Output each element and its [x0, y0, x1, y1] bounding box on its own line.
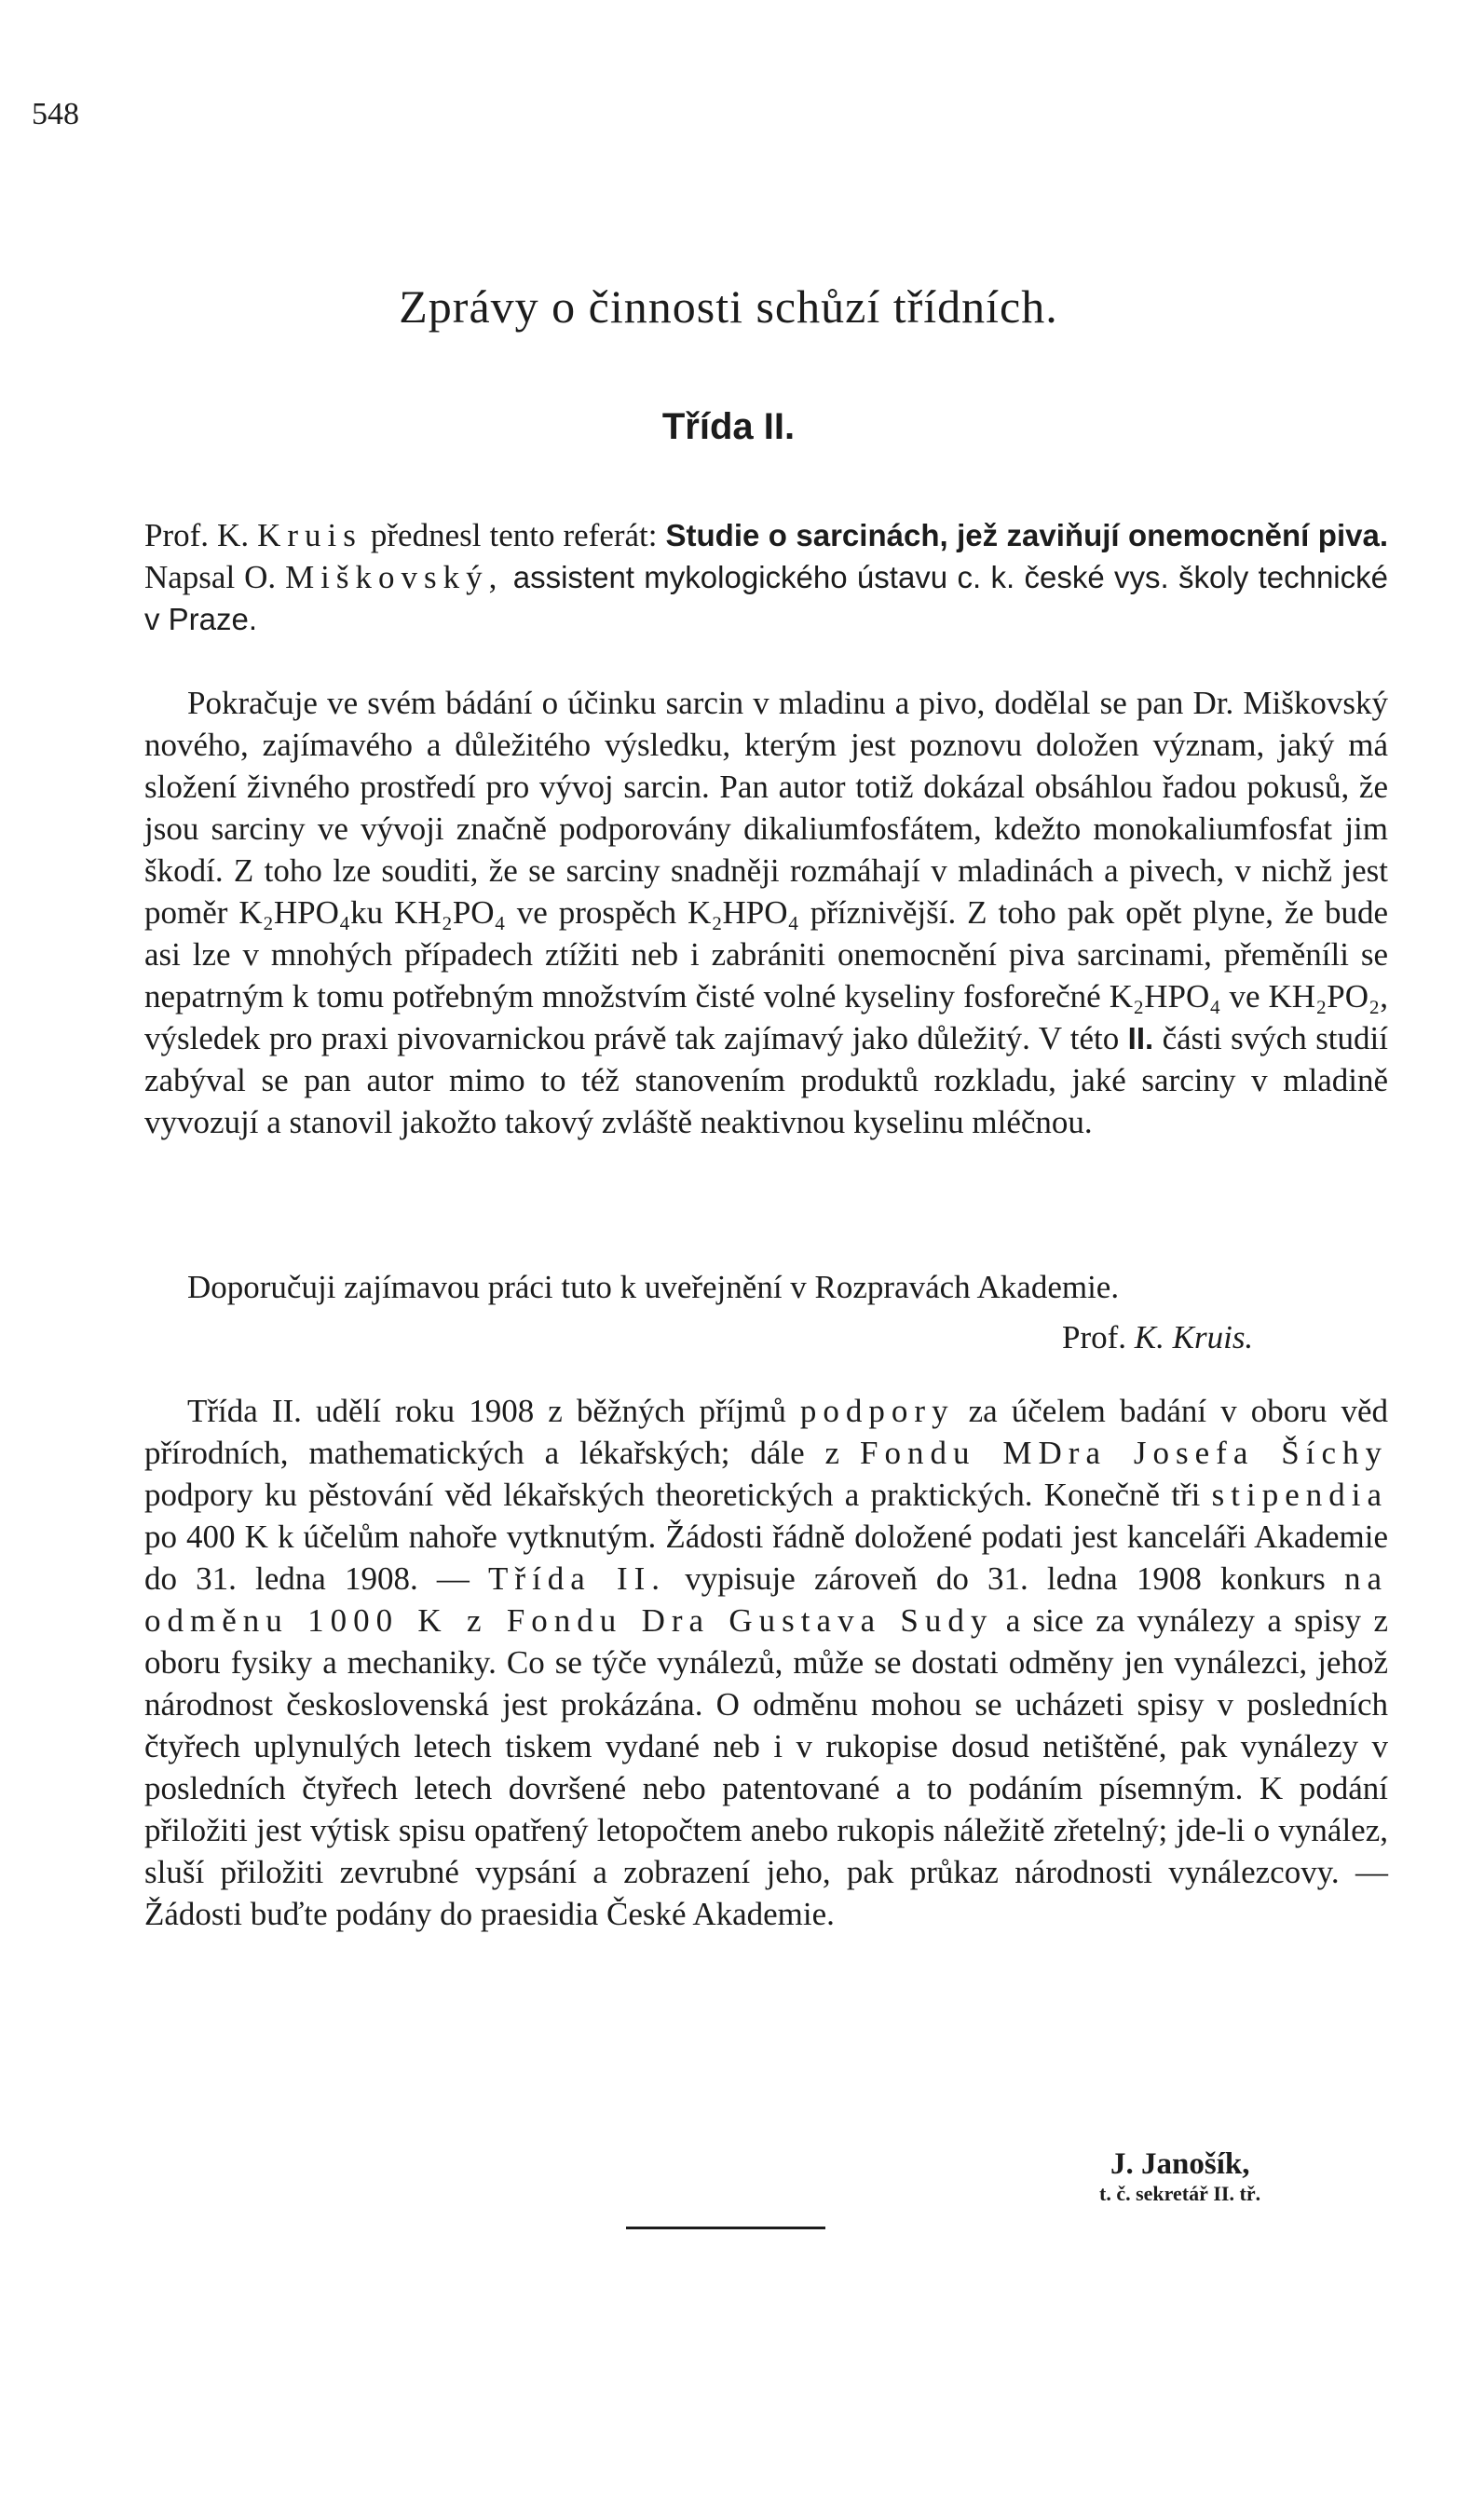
- paragraph-announcement: Prof. K. Kruis přednesl tento referát: Studie o sarcinách, jež zaviňují onemocnění piva. Napsal O. Miškovský, assistent mykologického ústavu c. k. české vys. školy technické v Praze.: [144, 517, 1388, 636]
- paragraph-review: Pokračuje ve svém bádání o účinku sarcin v mladinu a pivo, dodělal se pan Dr. Miškovský nového, zajímavého a důležitého výsledku, kterým jest poznovu doložen význam, jaký má složení živného prostředí pro vývoj sarcin. Pan autor totiž dokázal obsáhlou řadou pokusů, že jsou sarciny ve vývoji značně podporovány dikaliumfosfátem, kdežto monokaliumfosfat jim škodí. Z toho lze souditi, že se sarciny snadněji rozmáhají v mladinách a pivech, v nichž jest poměr K₂HPO₄ku KH₂PO₄ ve prospěch K₂HPO₄ příznivější. Z toho pak opět plyne, že bude asi lze v mnohých případech ztížiti neb i zabrániti onemocnění piva sarcinami, přeměníli se nepatrným k tomu potřebným množstvím čisté volné kyseliny fosforečné K₂HPO₄ ve KH₂PO₂, výsledek pro praxi pivovarnickou právě tak zajímavý jako důležitý. V této II. části svých studií zabýval se pan autor mimo to též stanovením produktů rozkladu, jaké sarciny v mladině vyvozují a stanovil jakožto takový zvláště neaktivnou kyselinu mléčnou.: [144, 685, 1388, 1140]
- signature-role: t. č. sekretář II. tř.: [1099, 2182, 1261, 2205]
- divider: [626, 2227, 825, 2229]
- paragraph-grants: Třída II. udělí roku 1908 z běžných příjmů podpory za účelem badání v oboru věd přírodních, mathematických a lékařských; dále z Fondu MDra Josefa Šíchy podpory ku pěstování věd lékařských theoretických a praktických. Konečně tři stipendia po 400 K k účelům nahoře vytknutým. Žádosti řádně doložené podati jest kanceláři Akademie do 31. ledna 1908. — Třída II. vypisuje zároveň do 31. ledna 1908 konkurs na odměnu 1000 K z Fondu Dra Gustava Sudy a sice za vynálezy a spisy z oboru fysiky a mechaniky. Co se týče vynálezů, může se dostati odměny jen vynálezci, jehož národnost československá jest prokázána. O odměnu mohou se ucházeti spisy v posledních čtyřech uplynulých letech tiskem vydané neb i v rukopise dosud netištěné, pak vynálezy v posledních čtyřech letech dovršené nebo patentované a to podáním písemným. K podání přiložiti jest výtisk spisu opatřený letopočtem anebo rukopis náležitě zřetelný; jde-li o vynález, sluší přiložiti zevrubné vypsání a zobrazení jeho, pak průkaz národnosti vynálezcovy. — Žádosti buďte podány do praesidia České Akademie.: [144, 1393, 1389, 1932]
- signature-kruis: Prof. K. Kruis.: [1062, 1319, 1254, 1355]
- paragraph-recommendation: Doporučuji zajímavou práci tuto k uveřejnění v Rozpravách Akademie.: [187, 1269, 1120, 1305]
- signature-janosik: [1099, 2147, 1260, 2206]
- signature-name: J. Janošík,: [1110, 2147, 1250, 2181]
- page-number: 548: [32, 97, 79, 131]
- page-title: Zprávy o činnosti schůzí třídních.: [399, 280, 1058, 333]
- section-heading: Třída II.: [661, 406, 796, 447]
